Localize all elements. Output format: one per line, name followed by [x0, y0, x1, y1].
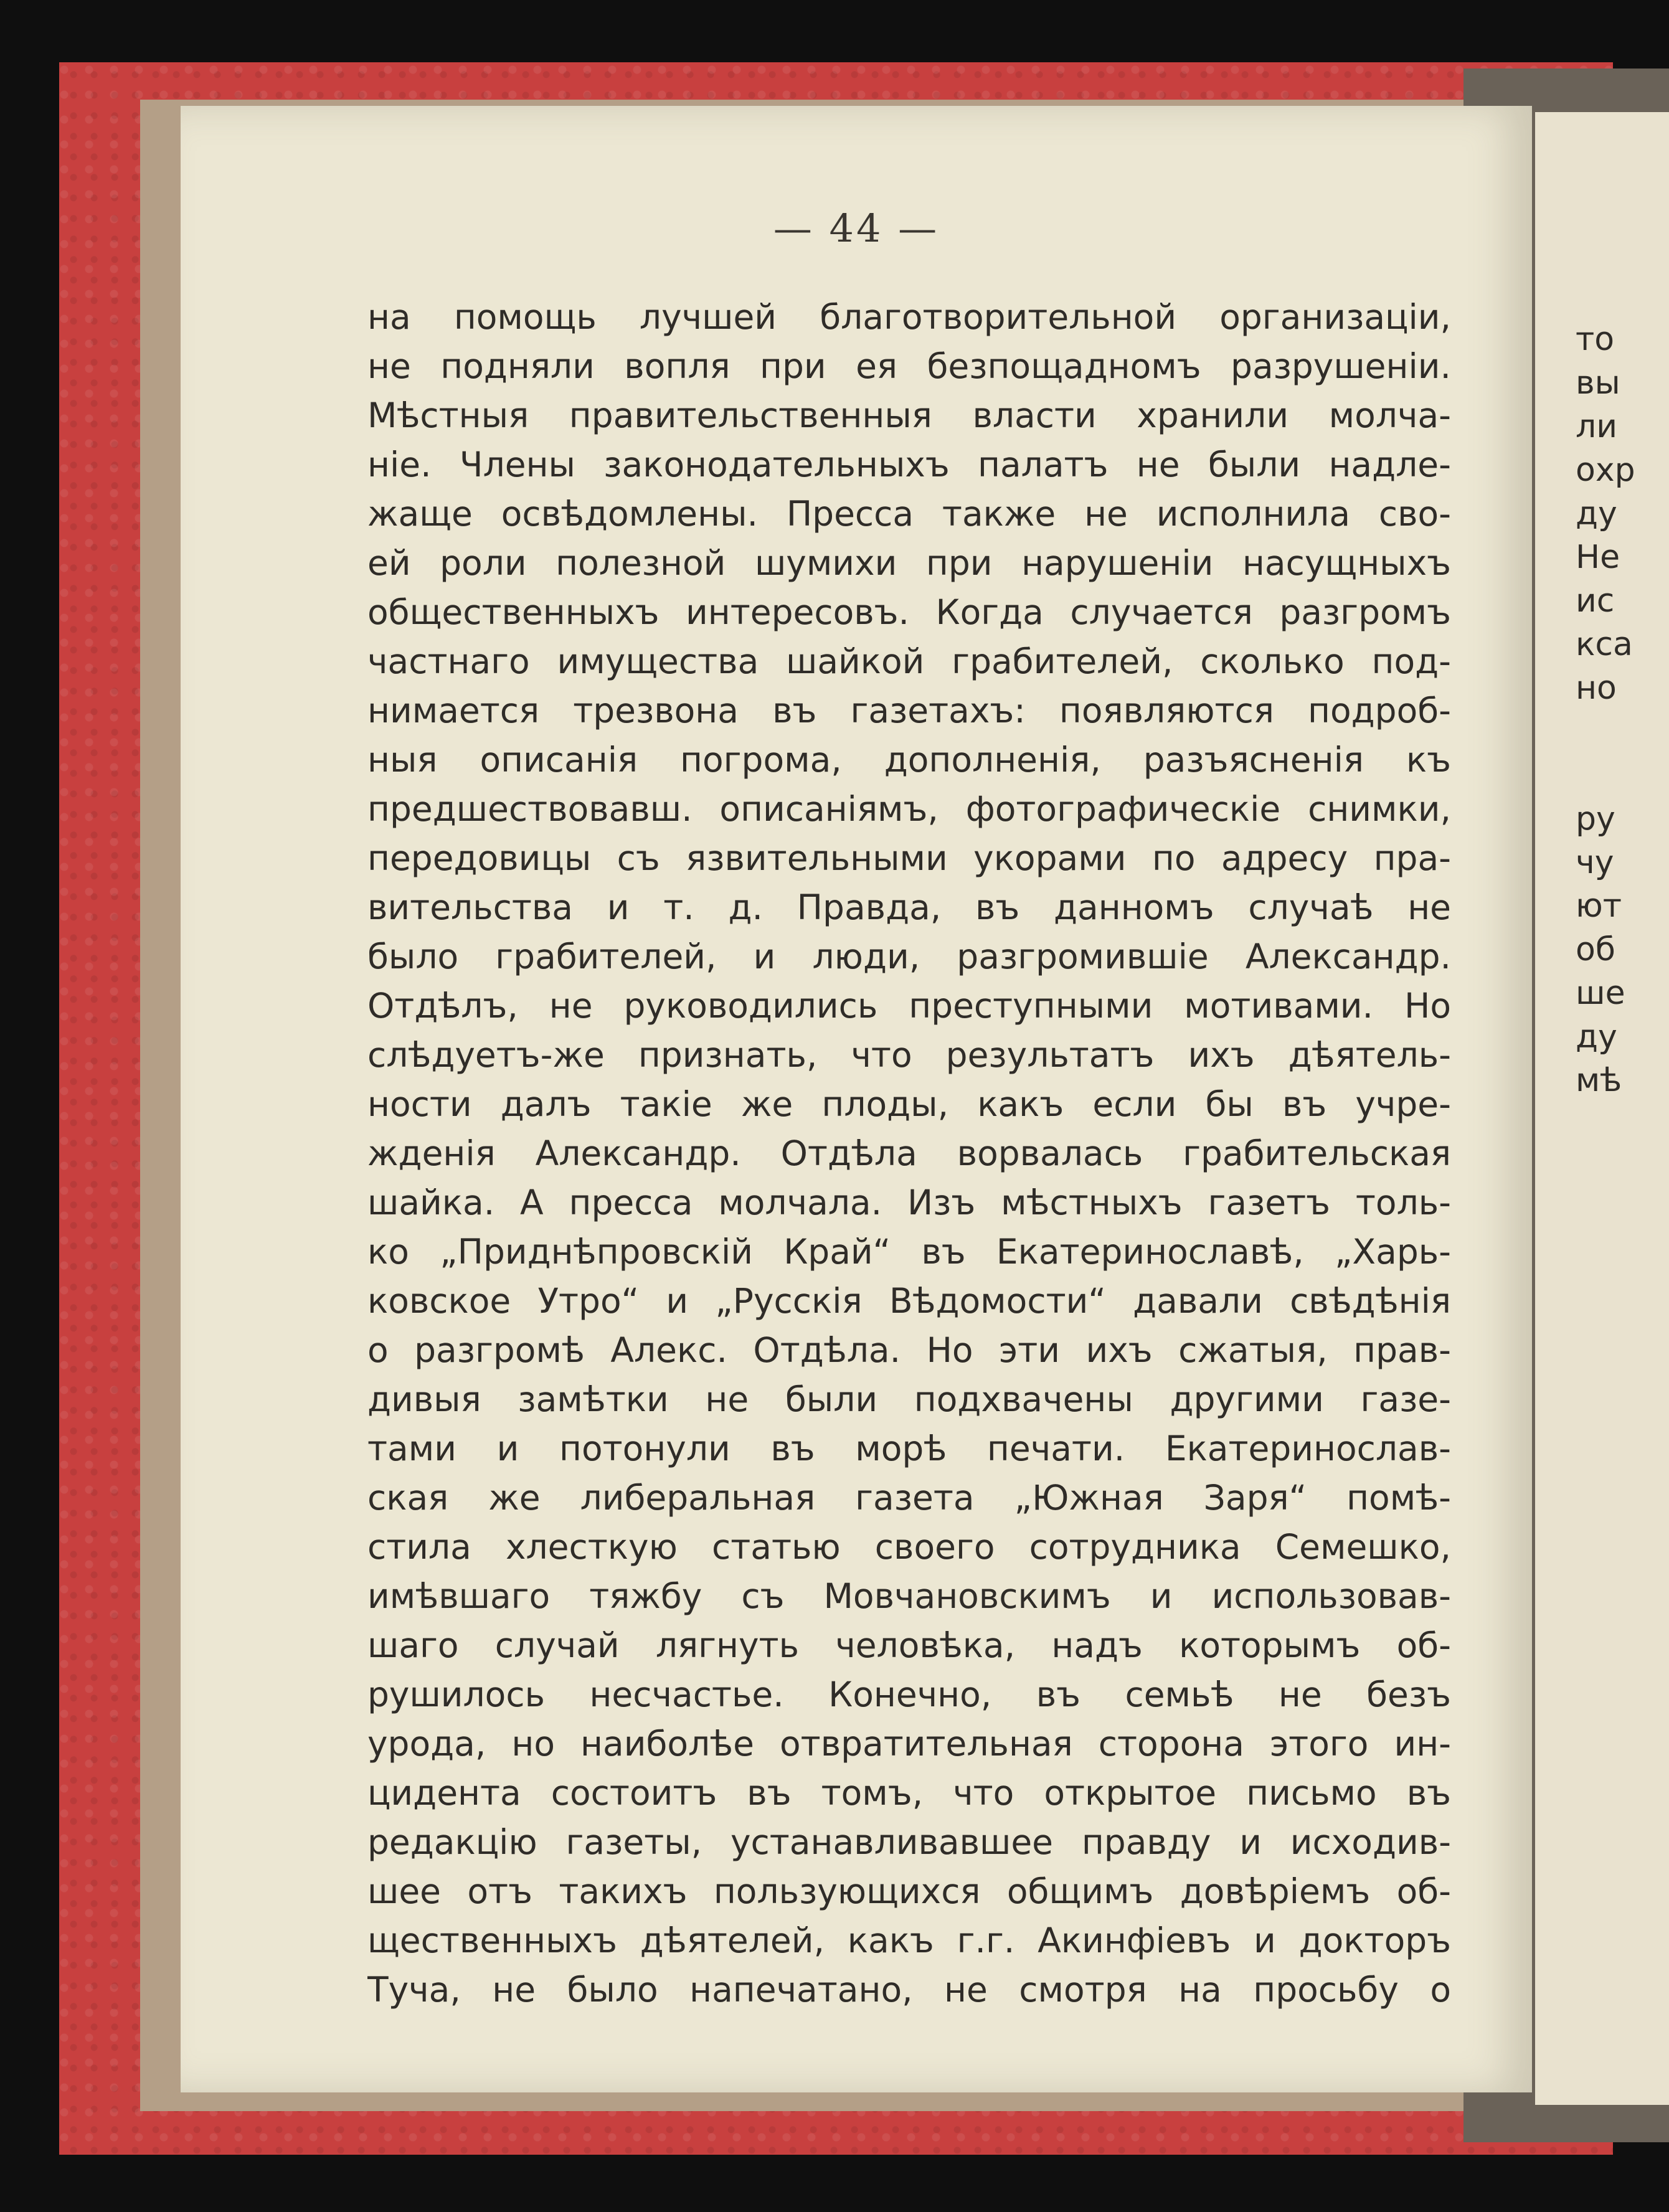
- facing-page-fragment: ду: [1576, 1018, 1617, 1056]
- text-line: стила хлесткую статью своего сотрудника Семешко,: [367, 1527, 1451, 1567]
- facing-page-fragment: охр: [1576, 451, 1635, 489]
- text-line: нимается трезвона въ газетахъ: появляются подроб-: [367, 691, 1451, 730]
- text-line: щественныхъ дѣятелей, какъ г.г. Акинфіевъ и докторъ: [367, 1921, 1451, 1960]
- text-line: жденія Александр. Отдѣла ворвалась грабительская: [367, 1133, 1451, 1173]
- text-line: Отдѣлъ, не руководились преступными мотивами. Но: [367, 986, 1451, 1026]
- text-line: Туча, не было напечатано, не смотря на просьбу о: [367, 1970, 1451, 2010]
- text-line: шаго случай лягнуть человѣка, надъ которымъ об-: [367, 1625, 1451, 1665]
- text-line: ская же либеральная газета „Южная Заря“ помѣ-: [367, 1478, 1451, 1518]
- text-line: о разгромѣ Алекс. Отдѣла. Но эти ихъ сжатыя, прав-: [367, 1330, 1451, 1370]
- text-line: частнаго имущества шайкой грабителей, сколько под-: [367, 641, 1451, 681]
- text-line: не подняли вопля при ея безпощадномъ разрушеніи.: [367, 346, 1451, 386]
- page-number: — 44 —: [773, 206, 940, 251]
- facing-page-fragment: об: [1576, 931, 1615, 968]
- text-line: было грабителей, и люди, разгромившіе Александр.: [367, 937, 1451, 976]
- text-line: ковское Утро“ и „Русскія Вѣдомости“ давали свѣдѣнія: [367, 1281, 1451, 1321]
- facing-page-fragment: кса: [1576, 626, 1633, 663]
- text-line: шайка. А пресса молчала. Изъ мѣстныхъ газетъ толь-: [367, 1183, 1451, 1222]
- text-line: дивыя замѣтки не были подхвачены другими газе-: [367, 1379, 1451, 1419]
- facing-page-fragment: Не: [1576, 539, 1620, 576]
- text-line: ныя описанія погрома, дополненія, разъясненія къ: [367, 740, 1451, 780]
- text-line: рушилось несчастье. Конечно, въ семьѣ не безъ: [367, 1675, 1451, 1714]
- facing-page-fragment: ше: [1576, 975, 1625, 1012]
- text-line: передовицы съ язвительными укорами по адресу пра-: [367, 838, 1451, 878]
- text-line: слѣдуетъ-же признать, что результатъ ихъ дѣятель-: [367, 1035, 1451, 1075]
- text-line: вительства и т. д. Правда, въ данномъ случаѣ не: [367, 887, 1451, 927]
- book-page: [181, 106, 1532, 2092]
- facing-page-fragment: то: [1576, 321, 1615, 358]
- text-line: цидента состоитъ въ томъ, что открытое письмо въ: [367, 1773, 1451, 1813]
- text-line: общественныхъ интересовъ. Когда случается разгромъ: [367, 592, 1451, 632]
- facing-page-fragment: ру: [1576, 800, 1615, 838]
- text-line: урода, но наиболѣе отвратительная сторона этого ин-: [367, 1724, 1451, 1764]
- text-line: на помощь лучшей благотворительной организаціи,: [367, 297, 1451, 337]
- text-line: ности далъ такіе же плоды, какъ если бы въ учре-: [367, 1084, 1451, 1124]
- facing-page-fragment: ли: [1576, 408, 1618, 445]
- text-line: предшествовавш. описаніямъ, фотографическіе снимки,: [367, 789, 1451, 829]
- facing-page-fragment: но: [1576, 669, 1617, 707]
- facing-page-fragment: вы: [1576, 364, 1620, 402]
- text-line: ко „Приднѣпровскій Край“ въ Екатеринославѣ, „Харь-: [367, 1232, 1451, 1272]
- facing-page: [1535, 112, 1669, 2105]
- text-line: ніе. Члены законодательныхъ палатъ не были надле-: [367, 445, 1451, 484]
- text-line: жаще освѣдомлены. Пресса также не исполнила сво-: [367, 494, 1451, 534]
- text-line: Мѣстныя правительственныя власти хранили молча-: [367, 395, 1451, 435]
- text-line: редакцію газеты, устанавливавшее правду и исходив-: [367, 1822, 1451, 1862]
- text-line: имѣвшаго тяжбу съ Мовчановскимъ и использовав-: [367, 1576, 1451, 1616]
- page-text: [367, 293, 1451, 2015]
- text-line: ей роли полезной шумихи при нарушеніи насущныхъ: [367, 543, 1451, 583]
- text-line: шее отъ такихъ пользующихся общимъ довѣріемъ об-: [367, 1871, 1451, 1911]
- facing-page-fragment: ис: [1576, 582, 1615, 620]
- facing-page-fragment: ду: [1576, 495, 1617, 532]
- facing-page-fragment: чу: [1576, 844, 1614, 881]
- facing-page-fragment: мѣ: [1576, 1062, 1622, 1099]
- text-line: тами и потонули въ морѣ печати. Екатеринослав-: [367, 1429, 1451, 1468]
- facing-page-fragment: ют: [1576, 887, 1622, 925]
